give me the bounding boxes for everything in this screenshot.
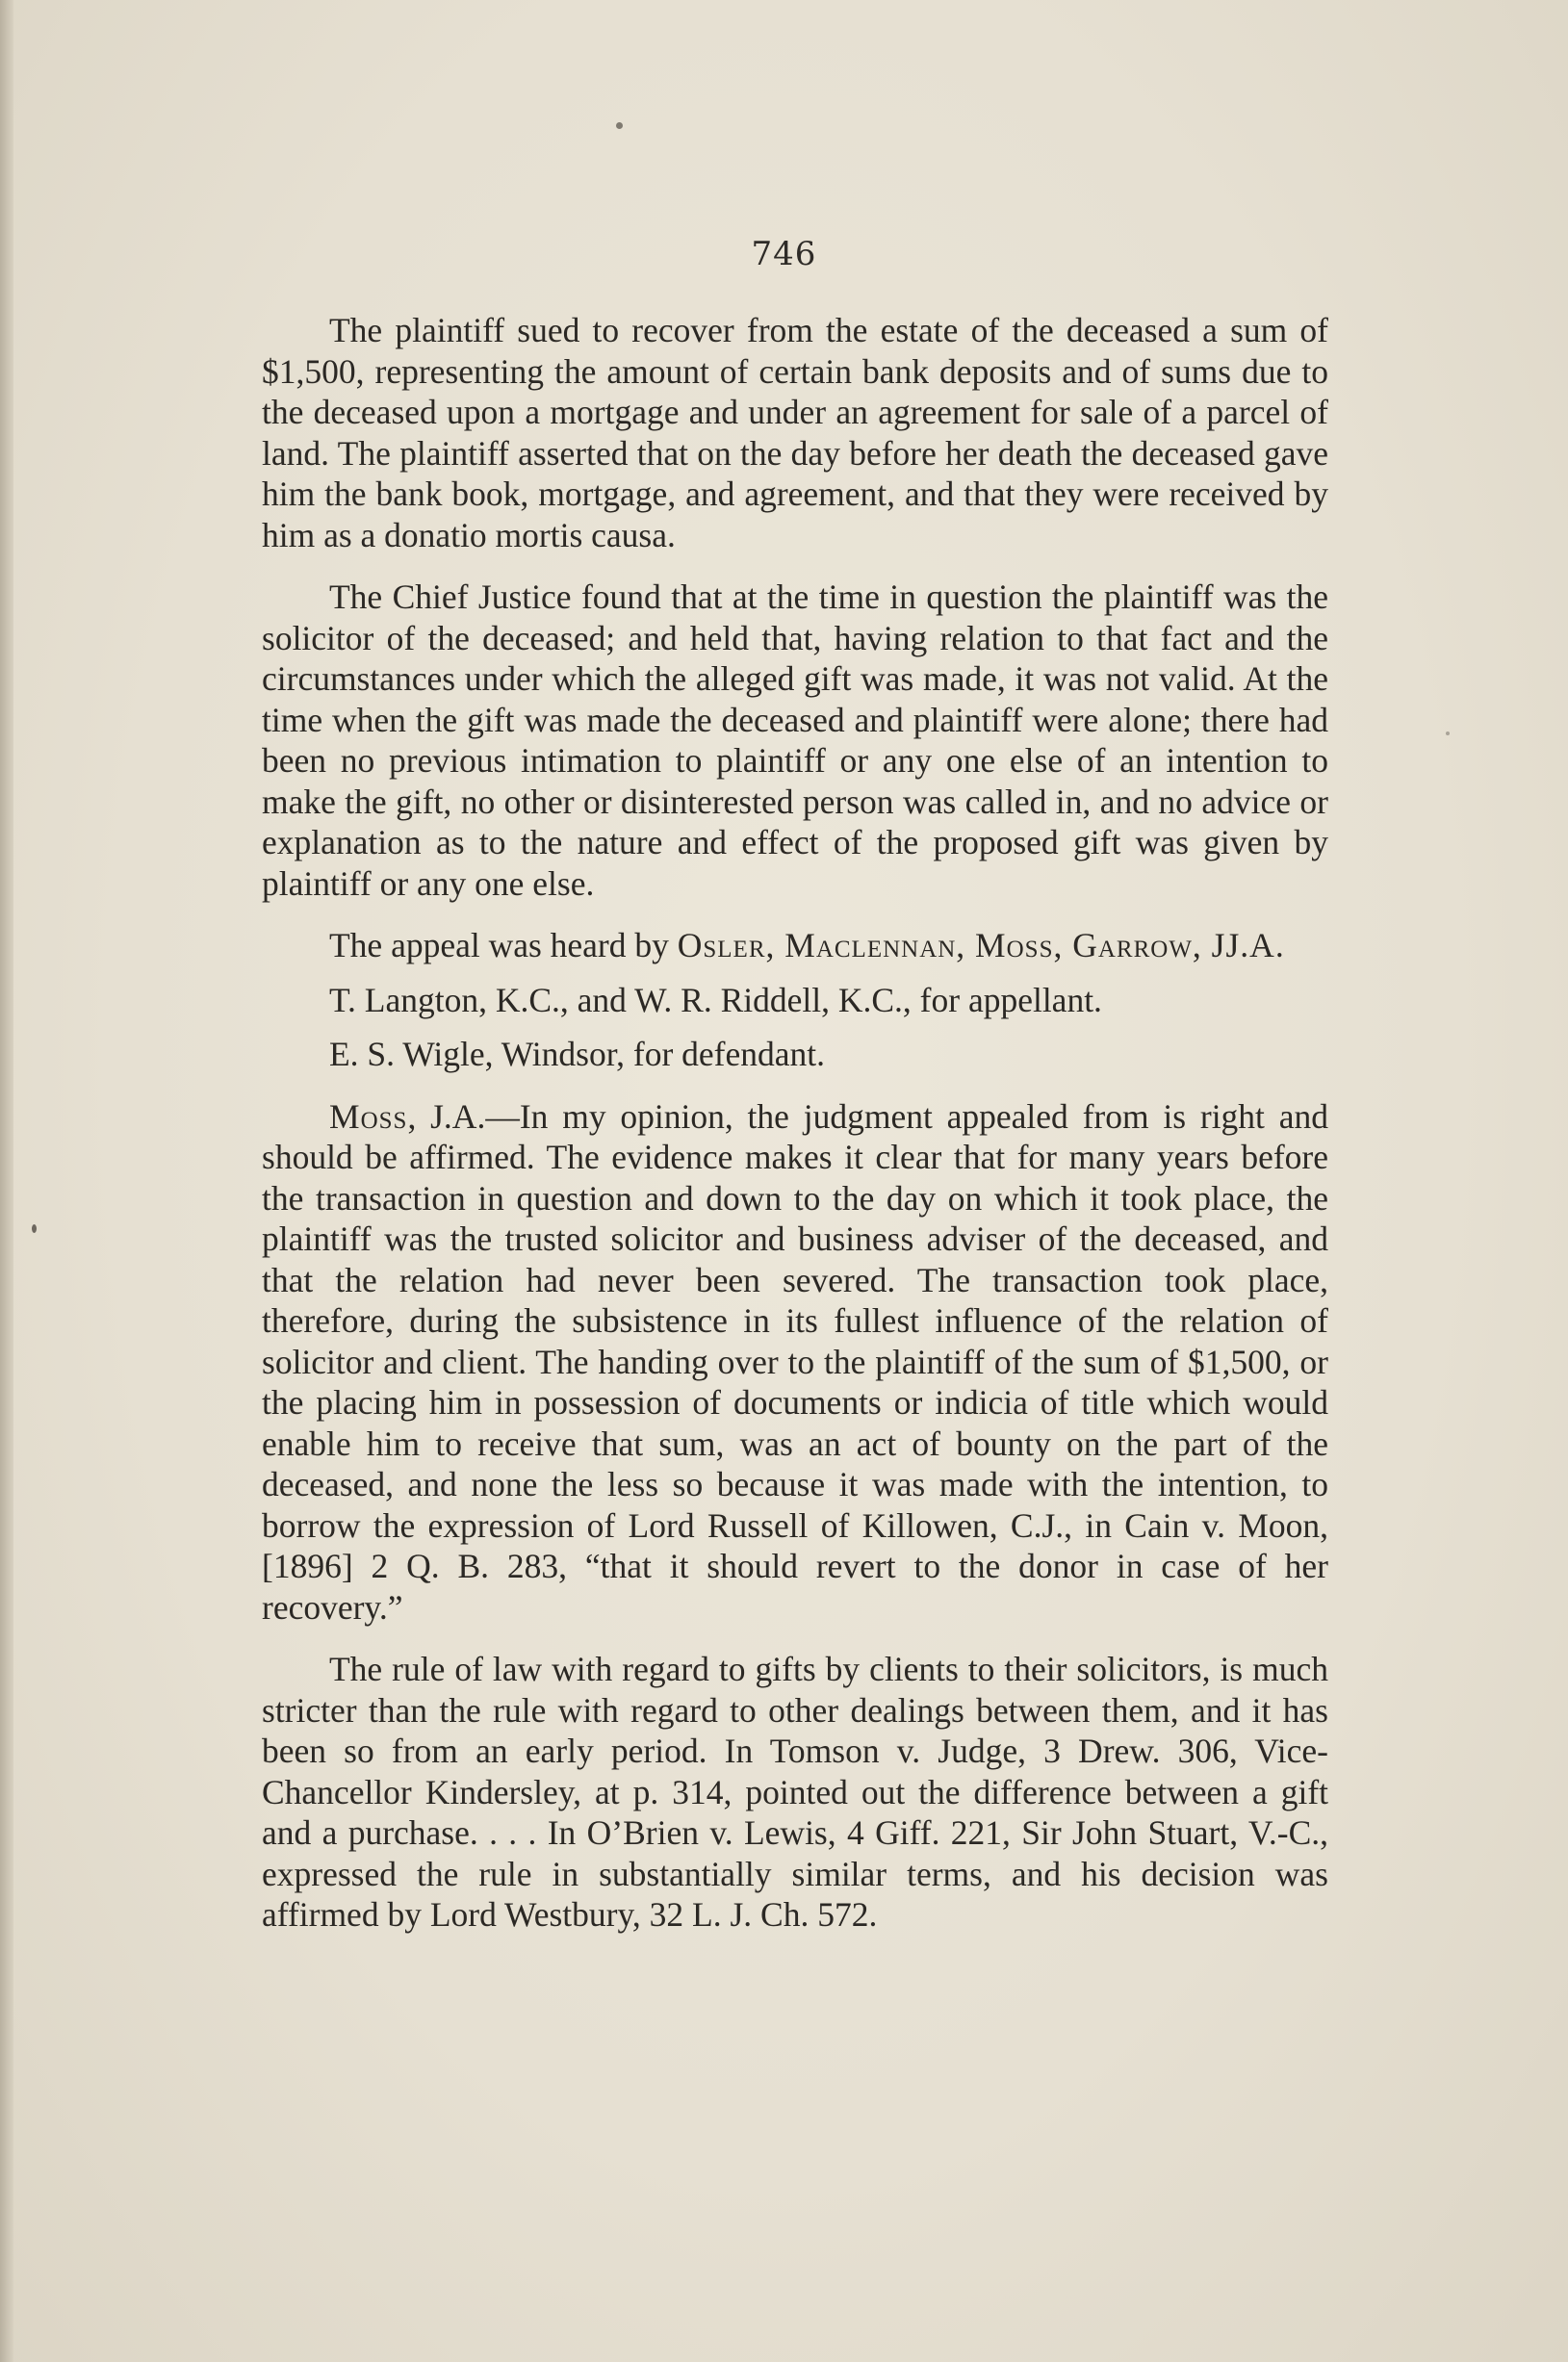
book-spine-shadow <box>0 0 13 2362</box>
paragraph-rule-of-law: The rule of law with regard to gifts by clients to their solicitors, is much stricter than the rule with regard to other dealings between them, and it has been so from an early period. In Tomson v. Judge, 3 Drew. 306, Vice-Chancellor Kindersley, at p. 314, pointed out the difference between a gift and a purchase. . . . In O’Brien v. Lewis, 4 Giff. 221, Sir John Stuart, V.-C., expressed the rule in substantially similar terms, and his decision was affirmed by Lord Westbury, 32 L. J. Ch. 572. <box>262 1650 1328 1934</box>
ink-fleck <box>32 1224 37 1233</box>
paragraph-appeal-bench <box>262 925 1328 966</box>
page-number: 746 <box>751 235 817 273</box>
body-text <box>262 310 1328 1957</box>
judges-names: Osler, Maclennan, Moss, Garrow, JJ.A. <box>677 926 1285 964</box>
paragraph-judgment <box>262 1096 1328 1629</box>
paragraph-defendant-counsel: E. S. Wigle, Windsor, for defendant. <box>329 1035 825 1073</box>
paragraph-appellant-counsel: T. Langton, K.C., and W. R. Riddell, K.C., for appellant. <box>329 980 1102 1019</box>
ink-fleck <box>616 122 623 129</box>
paragraph-trial-finding: The Chief Justice found that at the time in question the plaintiff was the solicitor of the deceased; and held that, having relation to that fact and the circumstances under which the alleged gift was made, it was not valid. At the time when the gift was made the deceased and plaintiff were alone; there had been no previous intimation to plaintiff or any one else of an intention to make the gift, no other or disinterested person was called in, and no advice or explanation as to the nature and effect of the proposed gift was given by plaintiff or any one else. <box>262 578 1328 903</box>
appeal-intro: The appeal was heard by <box>329 926 678 964</box>
judgment-text: , J.A.—In my opinion, the judgment appealed from is right and should be affirmed. The evidence makes it clear that for many years before the transaction in question and down to the day on which it took place, the plaintiff was the trusted solicitor and business adviser of the deceased, and that the relation had never been severed. The transaction took place, therefore, during the subsistence in its fullest influence of the relation of solicitor and client. The handing over to the plaintiff of the sum of $1,500, or the placing him in possession of documents or indicia of title which would enable him to receive that sum, was an act of bounty on the part of the deceased, and none the less so because it was made with the intention, to borrow the expression of Lord Russell of Killowen, C.J., in Cain v. Moon, [1896] 2 Q. B. 283, “that it should revert to the donor in case of her recovery.” <box>262 1096 1328 1627</box>
ink-fleck <box>1446 732 1450 735</box>
paragraph-facts: The plaintiff sued to recover from the estate of the deceased a sum of $1,500, representing the amount of certain bank deposits and of sums due to the deceased upon a mortgage and under an agreement for sale of a parcel of land. The plaintiff asserted that on the day before her death the deceased gave him the bank book, mortgage, and agreement, and that they were received by him as a donatio mortis causa. <box>262 311 1328 554</box>
judge-name: Moss <box>329 1096 408 1136</box>
